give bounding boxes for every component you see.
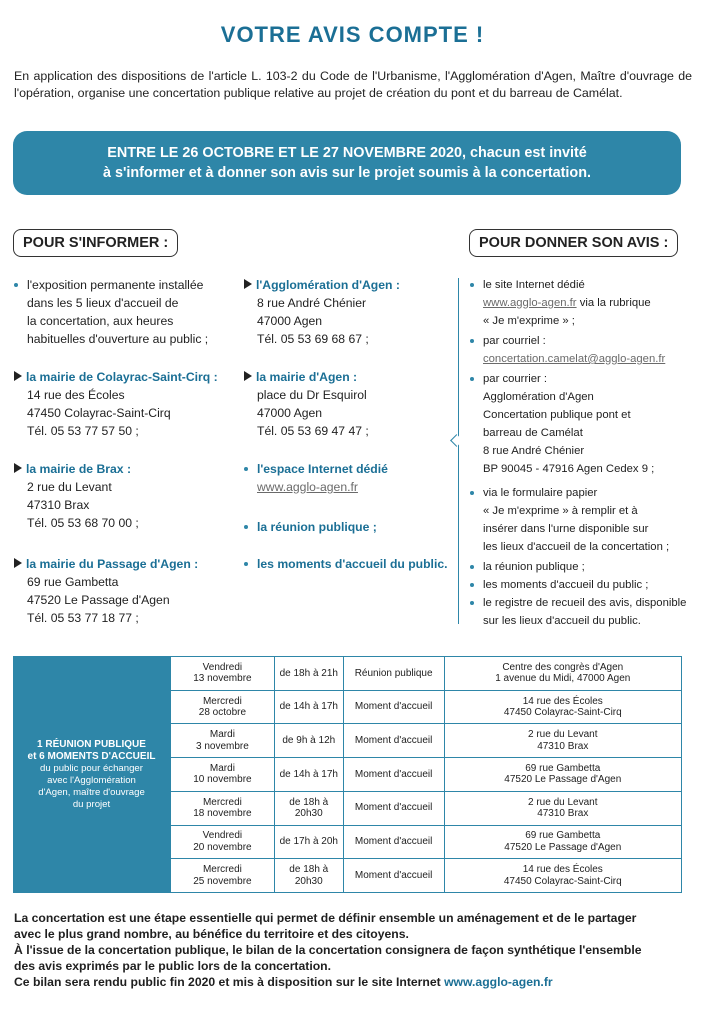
schedule-place-text: 47450 Colayrac-Saint-Cirq (503, 707, 622, 719)
brax-name: la mairie de Brax : (26, 462, 131, 476)
schedule-time-text: de 14h à 17h (279, 768, 338, 780)
schedule-date-text: Mardi (209, 762, 235, 774)
arrow-icon (14, 558, 22, 568)
avis-column (470, 276, 695, 636)
schedule-place-cell (444, 690, 681, 724)
formulaire-line: via le formulaire papier (483, 487, 598, 499)
schedule-row (171, 825, 682, 859)
site-link[interactable]: www.agglo-agen.fr (483, 297, 577, 309)
schedule-type-text: Moment d'accueil (354, 768, 433, 780)
courrier-line: BP 90045 - 47916 Agen Cedex 9 ; (483, 463, 655, 475)
schedule-date-text: Mercredi (202, 864, 242, 876)
bullet-icon (244, 467, 248, 471)
bullet-icon (470, 377, 474, 381)
schedule-type-cell (343, 791, 444, 825)
schedule-row (171, 657, 682, 691)
brax-city: 47310 Brax (27, 498, 90, 512)
courrier-line: Concertation publique pont et (483, 409, 631, 421)
courriel-link[interactable]: concertation.camelat@agglo-agen.fr (483, 353, 666, 365)
summary-line: d'Agen, maître d'ouvrage (38, 786, 145, 798)
schedule-type-cell (343, 758, 444, 792)
schedule-time-text: de 17h à 20h (279, 836, 338, 848)
reunion-item: la réunion publique ; (257, 520, 377, 534)
schedule-row (171, 791, 682, 825)
passage-name: la mairie du Passage d'Agen : (26, 557, 199, 571)
schedule-date-text: Vendredi (202, 830, 243, 842)
site-line: le site Internet dédié (483, 279, 585, 291)
schedule-place-text: 2 rue du Levant (528, 729, 598, 741)
arrow-icon (14, 463, 22, 473)
summary-line: du public pour échanger (40, 762, 143, 774)
schedule-time-text: 20h30 (294, 875, 323, 887)
schedule-place-text: 2 rue du Levant (528, 796, 598, 808)
schedule-place-text: 47450 Colayrac-Saint-Cirq (503, 875, 622, 887)
bullet-icon (244, 525, 248, 529)
schedule-time-text: de 9h à 12h (282, 735, 336, 746)
agglo-city: 47000 Agen (257, 314, 323, 328)
schedule-date-text: 10 novembre (193, 774, 252, 786)
avis-reunion: la réunion publique ; (483, 561, 585, 573)
brax-address: 2 rue du Levant (27, 480, 112, 494)
schedule-time-cell (274, 724, 343, 758)
schedule-type-cell (343, 825, 444, 859)
agen-city: 47000 Agen (257, 406, 323, 420)
bullet-icon (470, 339, 474, 343)
schedule-row (171, 690, 682, 724)
schedule-date-text: 13 novembre (193, 673, 252, 685)
schedule-date-cell (171, 859, 275, 893)
schedule-place-text: Centre des congrès d'Agen (502, 661, 624, 673)
footer-line: À l'issue de la concertation publique, le bilan de la concertation consignera de façon synthétique l'ensemble (14, 943, 642, 957)
courrier-line: Agglomération d'Agen (483, 391, 594, 403)
schedule-time-text: 20h30 (294, 808, 323, 820)
passage-address: 69 rue Gambetta (27, 575, 119, 589)
agglo-phone: Tél. 05 53 69 68 67 ; (257, 332, 369, 346)
colayrac-phone: Tél. 05 53 77 57 50 ; (27, 424, 139, 438)
schedule-time-cell (274, 657, 343, 691)
summary-title-1: 1 RÉUNION PUBLIQUE (37, 738, 146, 750)
schedule-place-text: 14 rue des Écoles (522, 695, 603, 707)
schedule-time-cell (274, 825, 343, 859)
informer-heading: POUR S'INFORMER : (13, 229, 178, 257)
footer-line: La concertation est une étape essentielle qui permet de définir ensemble un aménagement et de le partager (14, 911, 637, 925)
espace-link[interactable]: www.agglo-agen.fr (257, 480, 358, 494)
schedule-date-text: 3 novembre (196, 740, 249, 752)
schedule-date-text: Vendredi (202, 661, 243, 673)
informer-column-1 (14, 276, 244, 636)
schedule-time-text: de 18h à (289, 864, 329, 876)
agglo-name: l'Agglomération d'Agen : (256, 278, 400, 292)
schedule-time-text: de 18h à 21h (279, 667, 338, 679)
schedule-place-text: 47310 Brax (537, 740, 589, 752)
schedule-type-text: Réunion publique (354, 667, 433, 679)
formulaire-line: les lieux d'accueil de la concertation ; (483, 541, 670, 553)
schedule-date-cell (171, 758, 275, 792)
banner-line-1: ENTRE LE 26 OCTOBRE ET LE 27 NOVEMBRE 2020, chacun est invité (107, 145, 587, 161)
schedule-place-text: 69 rue Gambetta (525, 830, 601, 842)
schedule-type-cell (343, 690, 444, 724)
schedule-place-cell (444, 758, 681, 792)
passage-phone: Tél. 05 53 77 18 77 ; (27, 611, 139, 625)
schedule-place-cell (444, 859, 681, 893)
espace-name: l'espace Internet dédié (257, 462, 388, 476)
expo-line: habituelles d'ouverture au public ; (27, 332, 209, 346)
bullet-icon (470, 601, 474, 605)
schedule-row (171, 724, 682, 758)
schedule-place-cell (444, 657, 681, 691)
informer-column-2 (244, 276, 454, 576)
schedule-type-text: Moment d'accueil (354, 869, 433, 881)
arrow-icon (244, 371, 252, 381)
colayrac-address: 14 rue des Écoles (27, 388, 125, 402)
schedule-date-text: Mercredi (202, 796, 242, 808)
schedule-type-text: Moment d'accueil (354, 836, 433, 848)
agglo-address: 8 rue André Chénier (257, 296, 367, 310)
schedule-date-text: 18 novembre (193, 808, 252, 820)
schedule-place-cell (444, 724, 681, 758)
schedule-date-cell (171, 657, 275, 691)
schedule-type-cell (343, 724, 444, 758)
courrier-line: 8 rue André Chénier (483, 445, 585, 457)
expo-line: dans les 5 lieux d'accueil de (27, 296, 179, 310)
schedule-type-text: Moment d'accueil (354, 802, 433, 814)
schedule-time-cell (274, 859, 343, 893)
agen-name: la mairie d'Agen : (256, 370, 358, 384)
schedule-date-text: 28 octobre (198, 707, 247, 719)
intro-paragraph: En application des dispositions de l'article L. 103-2 du Code de l'Urbanisme, l'Agglomération d'Agen, Maître d'ouvrage de l'opération, organise une concertation publique relative au projet de création du pont et du barreau de Camélat. (14, 69, 692, 100)
avis-moments: les moments d'accueil du public ; (483, 579, 649, 591)
schedule-date-cell (171, 825, 275, 859)
expo-line: la concertation, aux heures (27, 314, 174, 328)
schedule-place-cell (444, 791, 681, 825)
schedule-place-text: 47520 Le Passage d'Agen (504, 841, 622, 853)
summary-line: du projet (72, 798, 111, 810)
schedule-place-text: 14 rue des Écoles (522, 864, 603, 876)
avis-heading: POUR DONNER SON AVIS : (469, 229, 678, 257)
footer-text (14, 910, 694, 990)
bullet-icon (470, 583, 474, 587)
summary-line: avec l'Agglomération (47, 774, 136, 786)
schedule-row (171, 758, 682, 792)
bullet-icon (470, 283, 474, 287)
bullet-icon (470, 491, 474, 495)
formulaire-line: « Je m'exprime » à remplir et à (483, 505, 638, 517)
schedule-type-text: Moment d'accueil (354, 735, 433, 746)
schedule-time-text: de 18h à (289, 796, 329, 808)
courrier-line: par courrier : (483, 373, 548, 385)
registre-line: sur les lieux d'accueil du public. (483, 615, 641, 627)
schedule-summary (13, 656, 170, 893)
courrier-line: barreau de Camélat (483, 427, 583, 439)
schedule-place-text: 69 rue Gambetta (525, 762, 601, 774)
schedule-date-cell (171, 690, 275, 724)
bullet-icon (470, 565, 474, 569)
colayrac-name: la mairie de Colayrac-Saint-Cirq : (26, 370, 218, 384)
brax-phone: Tél. 05 53 68 70 00 ; (27, 516, 139, 530)
schedule-date-text: 25 novembre (193, 875, 252, 887)
formulaire-line: insérer dans l'urne disponible sur (483, 523, 649, 535)
moments-item: les moments d'accueil du public. (257, 557, 448, 571)
summary-title-2: et 6 MOMENTS D'ACCUEIL (27, 750, 156, 762)
banner-line-2: à s'informer et à donner son avis sur le projet soumis à la concertation. (102, 165, 592, 181)
schedule-type-cell (343, 657, 444, 691)
footer-line: Ce bilan sera rendu public fin 2020 et mis à disposition sur le site Internet (14, 975, 445, 989)
schedule-time-cell (274, 758, 343, 792)
schedule-type-text: Moment d'accueil (354, 701, 433, 713)
schedule-type-cell (343, 859, 444, 893)
site-rubric: via la rubrique (576, 297, 651, 309)
bullet-icon (14, 283, 18, 287)
schedule-place-cell (444, 825, 681, 859)
courriel-label: par courriel : (483, 335, 546, 347)
footer-line: avec le plus grand nombre, au bénéfice du territoire et des citoyens. (14, 927, 409, 941)
footer-link[interactable]: www.agglo-agen.fr (444, 975, 553, 989)
page-title: VOTRE AVIS COMPTE ! (220, 22, 485, 47)
schedule-date-text: Mercredi (202, 695, 242, 707)
bullet-icon (244, 562, 248, 566)
column-divider (458, 278, 459, 624)
schedule-place-text: 47520 Le Passage d'Agen (504, 774, 622, 786)
footer-line: des avis exprimés par le public lors de la concertation. (14, 959, 331, 973)
schedule-time-text: de 14h à 17h (279, 701, 338, 713)
arrow-icon (244, 279, 252, 289)
dates-banner (13, 131, 681, 195)
schedule-place-text: 1 avenue du Midi, 47000 Agen (495, 673, 631, 685)
schedule-date-text: 20 novembre (193, 841, 252, 853)
agen-address: place du Dr Esquirol (257, 388, 367, 402)
schedule-row (171, 859, 682, 893)
site-rubric-name: « Je m'exprime » ; (483, 315, 575, 327)
schedule-time-cell (274, 690, 343, 724)
schedule-date-cell (171, 791, 275, 825)
colayrac-city: 47450 Colayrac-Saint-Cirq (27, 406, 171, 420)
schedule-table (170, 656, 682, 893)
schedule-time-cell (274, 791, 343, 825)
agen-phone: Tél. 05 53 69 47 47 ; (257, 424, 369, 438)
schedule-date-text: Mardi (209, 729, 235, 741)
schedule-place-text: 47310 Brax (537, 808, 589, 820)
expo-line: l'exposition permanente installée (27, 278, 204, 292)
arrow-icon (14, 371, 22, 381)
schedule-date-cell (171, 724, 275, 758)
registre-line: le registre de recueil des avis, disponible (483, 597, 687, 609)
passage-city: 47520 Le Passage d'Agen (27, 593, 170, 607)
